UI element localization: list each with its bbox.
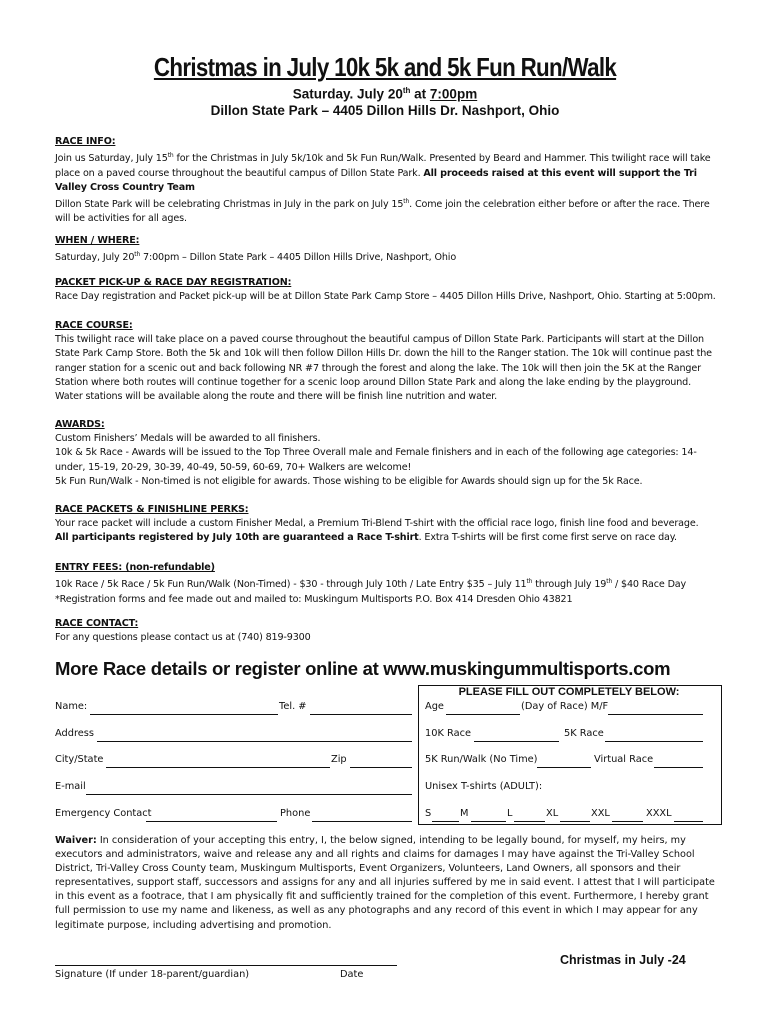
race-5k-label: 5K Race xyxy=(564,728,604,739)
virtual-race-label: Virtual Race xyxy=(594,754,654,765)
perks-section xyxy=(55,503,720,546)
city-state-field[interactable] xyxy=(106,767,330,768)
zip-label: Zip xyxy=(331,754,347,765)
size-xxxl-label: XXXL xyxy=(646,808,672,819)
fun-run-field[interactable] xyxy=(537,767,591,768)
waiver-body: In consideration of your accepting this entry, I, the below signed, intending to be legally bound, for myself, my heirs, my executors and administrators, waive and release any and all rights and claims for damages I may have against the Tri-Valley School District, Tri-Valley Cross County team, Muskingum Multisports, Event Organizers, Volunteers, Land Owners, all sponsors and their representatives, support staff, successors and assigns for any and all injuries suffered by me in said event. I attest that I will participate in this event as a footrace, that I am physically fit and sufficiently trained for the completion of this event. Furthermore, I hereby grant full permission to use my name and likeness, as well as any photographs and any record of this event in which I may appear for any legitimate purpose, including advertising and promotion. xyxy=(55,835,715,931)
course-heading: RACE COURSE: xyxy=(55,320,133,331)
awards-section xyxy=(55,418,720,489)
perks-heading: RACE PACKETS & FINISHLINE PERKS: xyxy=(55,504,249,515)
gender-field[interactable] xyxy=(608,714,703,715)
signature-label: Signature (If under 18-parent/guardian) xyxy=(55,969,250,980)
form-box-heading: PLEASE FILL OUT COMPLETELY BELOW: xyxy=(458,686,680,698)
race-info-heading: RACE INFO: xyxy=(55,136,116,147)
celebration-text-b: . Come join the celebration either before or after the race. There will be activities for all ages. xyxy=(55,199,710,225)
size-s-field[interactable] xyxy=(432,821,459,822)
celebration-text-a: Dillon State Park will be celebrating Christmas in July in the park on July 15 xyxy=(55,199,404,211)
awards-line-1: Custom Finishers’ Medals will be awarded to all finishers. xyxy=(55,433,321,445)
fees-line-1 xyxy=(55,575,720,592)
event-date-sup: th xyxy=(402,86,411,95)
event-location: Dillon State Park – 4405 Dillon Hills Dr. Nashport, Ohio xyxy=(210,103,560,118)
virtual-race-field[interactable] xyxy=(654,767,703,768)
size-l-field[interactable] xyxy=(514,821,545,822)
size-xxl-field[interactable] xyxy=(612,821,643,822)
size-s-label: S xyxy=(425,808,432,819)
event-time: 7:00pm xyxy=(429,86,478,102)
tshirt-label: Unisex T-shirts (ADULT): xyxy=(425,781,543,792)
day-of-race-label: (Day of Race) M/F xyxy=(521,701,609,712)
date-label: Date xyxy=(340,969,364,980)
race-10k-field[interactable] xyxy=(474,741,559,742)
emergency-label: Emergency Contact xyxy=(55,808,152,819)
size-xl-label: XL xyxy=(546,808,559,819)
city-state-label: City/State xyxy=(55,754,104,765)
size-m-field[interactable] xyxy=(471,821,506,822)
perks-bold: All participants registered by July 10th are guaranteed a Race T-shirt xyxy=(55,532,419,544)
race-5k-field[interactable] xyxy=(605,741,703,742)
name-field[interactable] xyxy=(90,714,278,715)
contact-text: For any questions please contact us at (740) 819-9300 xyxy=(55,632,311,644)
course-section xyxy=(55,319,720,404)
when-where-text-a: Saturday, July 20 xyxy=(55,252,135,264)
footer-label: Christmas in July -24 xyxy=(560,953,686,967)
perks-line-2 xyxy=(55,531,720,545)
name-label: Name: xyxy=(55,701,88,712)
course-text: This twilight race will take place on a paved course throughout the beautiful campus of Dillon State Park. Participants will start at the Dillon State Park Camp Store. Both the 5k and 10k will then follow Dillon Hills Dr. down the hill to the Ranger station. The 10k will continue past the ranger station for a scenic out and back following NR #7 through the forest and along the lake. The 10k will then join the 5K at the Ranger Station where both routes will continue together for a scenic loop around Dillon State Park and along the lake ending by the playground. Water stations will be available along the route and there will be finish line nutrition and water. xyxy=(55,334,712,403)
awards-line-3: 5k Fun Run/Walk - Non-timed is not eligible for awards. Those wishing to be eligible for Awards should sign up for the 5k Race. xyxy=(55,475,643,487)
waiver-label: Waiver: xyxy=(55,835,97,846)
zip-field[interactable] xyxy=(350,767,412,768)
event-date-text: Saturday. July 20 xyxy=(292,86,403,102)
fees-section xyxy=(55,561,720,607)
size-m-label: M xyxy=(460,808,469,819)
when-where-text-b: 7:00pm – Dillon State Park – 4405 Dillon Hills Drive, Nashport, Ohio xyxy=(140,252,457,264)
fees-heading: ENTRY FEES: (non-refundable) xyxy=(55,562,215,573)
size-l-label: L xyxy=(507,808,513,819)
size-xl-field[interactable] xyxy=(560,821,590,822)
tel-label: Tel. # xyxy=(279,701,307,712)
when-where-section xyxy=(55,234,720,266)
fees-text-a: 10k Race / 5k Race / 5k Fun Run/Walk (Non-Timed) - $30 - through July 10th / Late Entry $35 – July 11 xyxy=(55,579,527,591)
more-details-link-text: More Race details or register online at www.muskingummultisports.com xyxy=(55,658,671,679)
page-title: Christmas in July 10k 5k and 5k Fun Run/Walk xyxy=(153,52,617,82)
email-label: E-mail xyxy=(55,781,86,792)
race-info-bold: All proceeds raised at this event will support the Tri Valley Cross Country Team xyxy=(55,167,697,193)
contact-heading: RACE CONTACT: xyxy=(55,618,139,629)
age-label: Age xyxy=(425,701,444,712)
fees-sup-2: th xyxy=(606,578,613,586)
perks-rest: . Extra T-shirts will be first come first serve on race day. xyxy=(418,532,677,544)
waiver-text xyxy=(55,834,721,933)
contact-section xyxy=(55,617,720,645)
race-info-paragraph-2 xyxy=(55,195,720,227)
when-where-sup: th xyxy=(134,251,141,259)
race-info-text-a: Join us Saturday, July 15 xyxy=(55,153,168,165)
race-info-section xyxy=(55,135,720,227)
packet-text: Race Day registration and Packet pick-up will be at Dillon State Park Camp Store – 4405 Dillon Hills Drive, Nashport, Ohio. Starting at 5:00pm. xyxy=(55,291,716,303)
age-field[interactable] xyxy=(446,714,520,715)
awards-heading: AWARDS: xyxy=(55,419,105,430)
email-field[interactable] xyxy=(86,794,412,795)
size-xxxl-field[interactable] xyxy=(674,821,703,822)
race-info-text-b: for the Christmas in July 5k/10k and 5k Fun Run/Walk. Presented by Beard and Hammer. This twilight race will take place on a paved course throughout the beautiful campus of Dillon State Park. xyxy=(55,153,711,179)
size-xxl-label: XXL xyxy=(591,808,610,819)
fees-text-c: / $40 Race Day xyxy=(612,579,687,591)
celebration-sup: th xyxy=(403,198,410,205)
fees-sup-1: th xyxy=(526,578,533,586)
perks-line-1: Your race packet will include a custom Finisher Medal, a Premium Tri-Blend T-shirt with the official race logo, finish line food and beverage. xyxy=(55,518,699,530)
awards-line-2: 10k & 5k Race - Awards will be issued to the Top Three Overall male and Female finishers and in each of the following age categories: 14-under, 15-19, 20-29, 30-39, 40-49, 50-59, 60-69, 70+ Walkers are welcome! xyxy=(55,447,697,473)
emergency-field[interactable] xyxy=(146,821,277,822)
race-info-paragraph xyxy=(55,149,720,195)
fees-line-2: *Registration forms and fee made out and mailed to: Muskingum Multisports P.O. Box 414 Dresden Ohio 43821 xyxy=(55,593,573,605)
fees-text-b: through July 19 xyxy=(532,579,607,591)
race-info-sup: th xyxy=(167,152,174,160)
packet-section xyxy=(55,276,720,304)
when-where-heading: WHEN / WHERE: xyxy=(55,235,140,246)
when-where-text xyxy=(55,248,720,265)
signature-field[interactable] xyxy=(55,965,397,966)
race-10k-label: 10K Race xyxy=(425,728,472,739)
tel-field[interactable] xyxy=(310,714,412,715)
address-field[interactable] xyxy=(97,741,412,742)
packet-heading: PACKET PICK-UP & RACE DAY REGISTRATION: xyxy=(55,277,292,288)
event-date-at: at xyxy=(410,86,430,102)
event-date xyxy=(0,86,770,102)
address-label: Address xyxy=(55,728,95,739)
phone-label: Phone xyxy=(280,808,311,819)
fun-run-label: 5K Run/Walk (No Time) xyxy=(425,754,538,765)
phone-field[interactable] xyxy=(312,821,412,822)
